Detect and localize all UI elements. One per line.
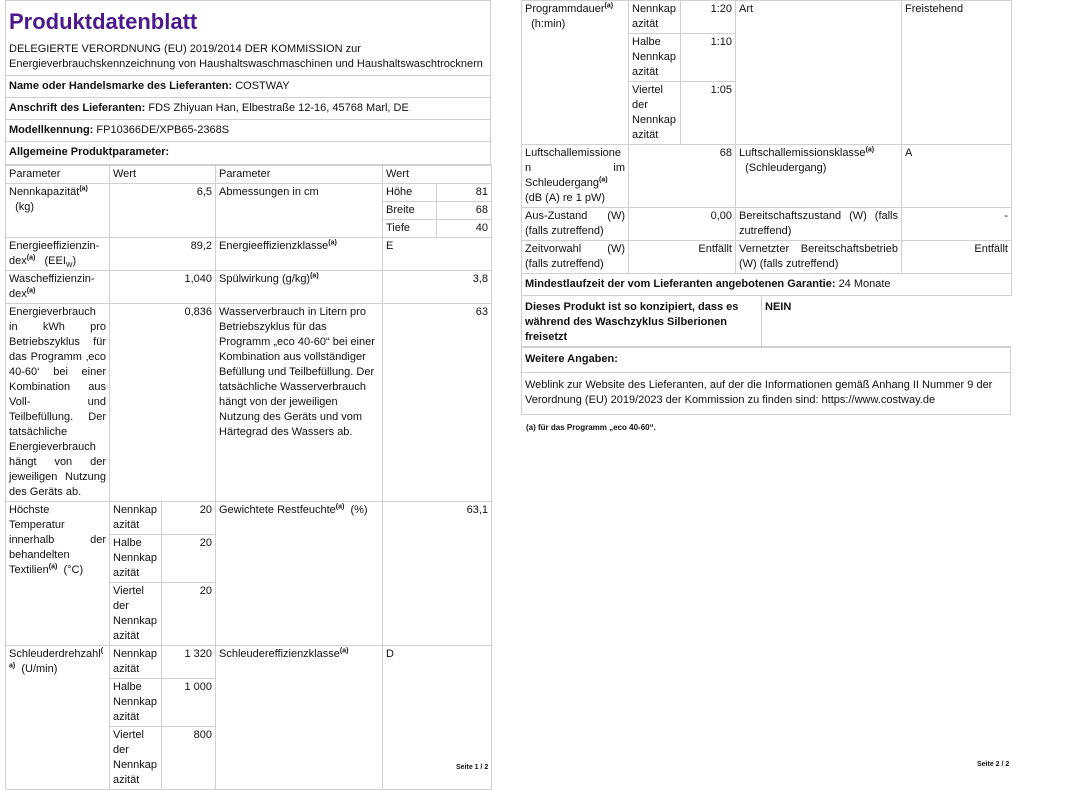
spin-full-value: 1 320: [162, 646, 216, 679]
rinse-label: Spülwirkung $(g/kg)^{(a)}$: [216, 271, 383, 304]
off-mode-label: Aus-Zustand (W) (falls zutreffend): [522, 208, 629, 241]
table-row: [6, 502, 492, 535]
table-row: [522, 241, 1012, 274]
eei-value: 89,2: [110, 238, 216, 271]
rated-capacity-label: Nennkapazität$^{(a)}$ (kg): [6, 184, 110, 238]
height-label: Höhe: [383, 184, 437, 202]
width-value: 68: [437, 202, 492, 220]
silver-ion-label: Dieses Produkt ist so konzipiert, dass es während des Waschzyklus Silberionen freisetzt: [522, 296, 762, 347]
table-row: [522, 145, 1012, 208]
delay-start-label: Zeitvorwahl (W) (falls zutreffend): [522, 241, 629, 274]
spin-half-value: 1 000: [162, 679, 216, 727]
table-row: [522, 208, 1012, 241]
supplier-name-row: Name oder Handelsmarke des Lieferanten: COSTWAY: [5, 76, 491, 98]
energy-class-value: E: [383, 238, 492, 271]
guarantee-row: Mindestlaufzeit der vom Lieferanten angebotenen Garantie: 24 Monate: [522, 274, 1012, 296]
load-full-label: Nennkapazität: [110, 502, 162, 535]
rated-capacity-value: 6,5: [110, 184, 216, 238]
energy-class-label: Energieeffizienzklasse$^{(a)}$: [216, 238, 383, 271]
dimensions-label: Abmessungen in cm: [216, 184, 383, 238]
width-label: Breite: [383, 202, 437, 220]
table-row: [6, 184, 492, 202]
spin-quarter-value: 800: [162, 727, 216, 790]
spin-speed-label: Schleuderdrehzahl$^{(a)}$ (U/min): [6, 646, 110, 790]
depth-value: 40: [437, 220, 492, 238]
header-value-2: Wert: [383, 166, 492, 184]
energy-consumption-value: 0,836: [110, 304, 216, 502]
moisture-label: Gewichtete Restfeuchte$^{(a)}$ (%): [216, 502, 383, 646]
water-consumption-value: 63: [383, 304, 492, 502]
noise-class-value: A: [902, 145, 1012, 208]
page-number-1: Seite 1 / 2: [456, 764, 489, 771]
delay-start-value: Entfällt: [629, 241, 736, 274]
spin-class-value: D: [383, 646, 492, 790]
networked-standby-label: Vernetzter Bereitschaftsbetrieb (W) (falls zutreffend): [736, 241, 902, 274]
duration-half-value: 1:10: [681, 34, 736, 82]
noise-value: 68: [629, 145, 736, 208]
water-consumption-label: Wasserverbrauch in Litern pro Betriebszyklus für das Programm „eco 40-60“ bei einer Kombination aus vollständiger Befüllung und Teilbefüllung. Der tatsächliche Wasserverbrauch hängt von der jeweiligen Nutzung des Geräts und vom Härtegrad des Wassers ab.: [216, 304, 383, 502]
noise-class-label: Luftschallemissionsklasse$^{(a)}$ (Schleudergang): [736, 145, 902, 208]
load-quarter-label: Viertel der Nennkapazität: [629, 82, 681, 145]
table-row: [6, 646, 492, 679]
table-row: [522, 274, 1012, 296]
max-temp-quarter-value: 20: [162, 583, 216, 646]
off-mode-value: 0,00: [629, 208, 736, 241]
wash-efficiency-value: 1,040: [110, 271, 216, 304]
header-value: Wert: [110, 166, 216, 184]
regulation-text: DELEGIERTE VERORDNUNG (EU) 2019/2014 DER KOMMISSION zur Energieverbrauchskennzeichnung von Haushaltswaschmaschinen und Haushaltswaschtrocknern: [5, 39, 491, 76]
further-info-heading: Weitere Angaben:: [521, 347, 1011, 373]
rinse-value: 3,8: [383, 271, 492, 304]
table-row: [6, 271, 492, 304]
header-parameter-2: Parameter: [216, 166, 383, 184]
table-row: [522, 1, 1012, 34]
energy-consumption-label: Energieverbrauch in kWh pro Betriebszyklus für das Programm ‚eco 40-60‘ bei einer Kombination aus Voll- und Teilbefüllung. Der tatsächliche Energieverbrauch hängt von der jeweiligen Nutzung des Geräts ab.: [6, 304, 110, 502]
params-table-2: [521, 0, 1012, 296]
moisture-value: 63,1: [383, 502, 492, 646]
silver-ion-value: NEIN: [762, 296, 1012, 347]
standby-value: -: [902, 208, 1012, 241]
noise-label: Luftschallemissionen im Schleudergang$^{(a)}$ (dB (A) re 1 pW): [522, 145, 629, 208]
spin-class-label: Schleudereffizienzklasse$^{(a)}$: [216, 646, 383, 790]
load-quarter-label: Viertel der Nennkapazität: [110, 727, 162, 790]
model-row: Modellkennung: FP10366DE/XPB65-2368S: [5, 120, 491, 142]
supplier-address-row: Anschrift des Lieferanten: FDS Zhiyuan Han, Elbestraße 12-16, 45768 Marl, DE: [5, 98, 491, 120]
params-table: [5, 165, 492, 790]
max-temp-full-value: 20: [162, 502, 216, 535]
load-full-label: Nennkapazität: [629, 1, 681, 34]
program-duration-label: Programmdauer$^{(a)}$ (h:min): [522, 1, 629, 145]
silver-ion-table: [521, 296, 1012, 347]
standby-label: Bereitschaftszustand (W) (falls zutreffend): [736, 208, 902, 241]
load-full-label: Nennkapazität: [110, 646, 162, 679]
page-1: [5, 0, 491, 790]
table-row: [6, 304, 492, 502]
eei-label: Energieeffizienzin- dex$^{(a)}$ $(EEI_W)$: [6, 238, 110, 271]
duration-full-value: 1:20: [681, 1, 736, 34]
load-half-label: Halbe Nennkapazität: [629, 34, 681, 82]
duration-quarter-value: 1:05: [681, 82, 736, 145]
page-number-2: Seite 2 / 2: [977, 761, 1010, 768]
height-value: 81: [437, 184, 492, 202]
type-value: Freistehend: [902, 1, 1012, 145]
wash-efficiency-label: Wascheffizienzin- dex$^{(a)}$: [6, 271, 110, 304]
max-temp-half-value: 20: [162, 535, 216, 583]
page-title: Produktdatenblatt: [5, 0, 491, 39]
header-parameter: Parameter: [6, 166, 110, 184]
load-half-label: Halbe Nennkapazität: [110, 535, 162, 583]
weblink-text: Weblink zur Website des Lieferanten, auf der die Informationen gemäß Anhang II Nummer 9 der Verordnung (EU) 2019/2023 der Kommission zu finden sind: https://www.costway.de: [521, 373, 1011, 415]
table-row: [6, 238, 492, 271]
table-row: [522, 296, 1012, 347]
general-params-heading: Allgemeine Produktparameter:: [5, 142, 491, 165]
type-label: Art: [736, 1, 902, 145]
load-half-label: Halbe Nennkapazität: [110, 679, 162, 727]
max-temp-label: Höchste Temperatur innerhalb der behandelten Textilien$^{(a)}$ (°C): [6, 502, 110, 646]
footnote: (a) für das Programm „eco 40-60“.: [526, 423, 656, 432]
depth-label: Tiefe: [383, 220, 437, 238]
load-quarter-label: Viertel der Nennkapazität: [110, 583, 162, 646]
networked-standby-value: Entfällt: [902, 241, 1012, 274]
page-2: [521, 0, 1011, 435]
table-header-row: [6, 166, 492, 184]
